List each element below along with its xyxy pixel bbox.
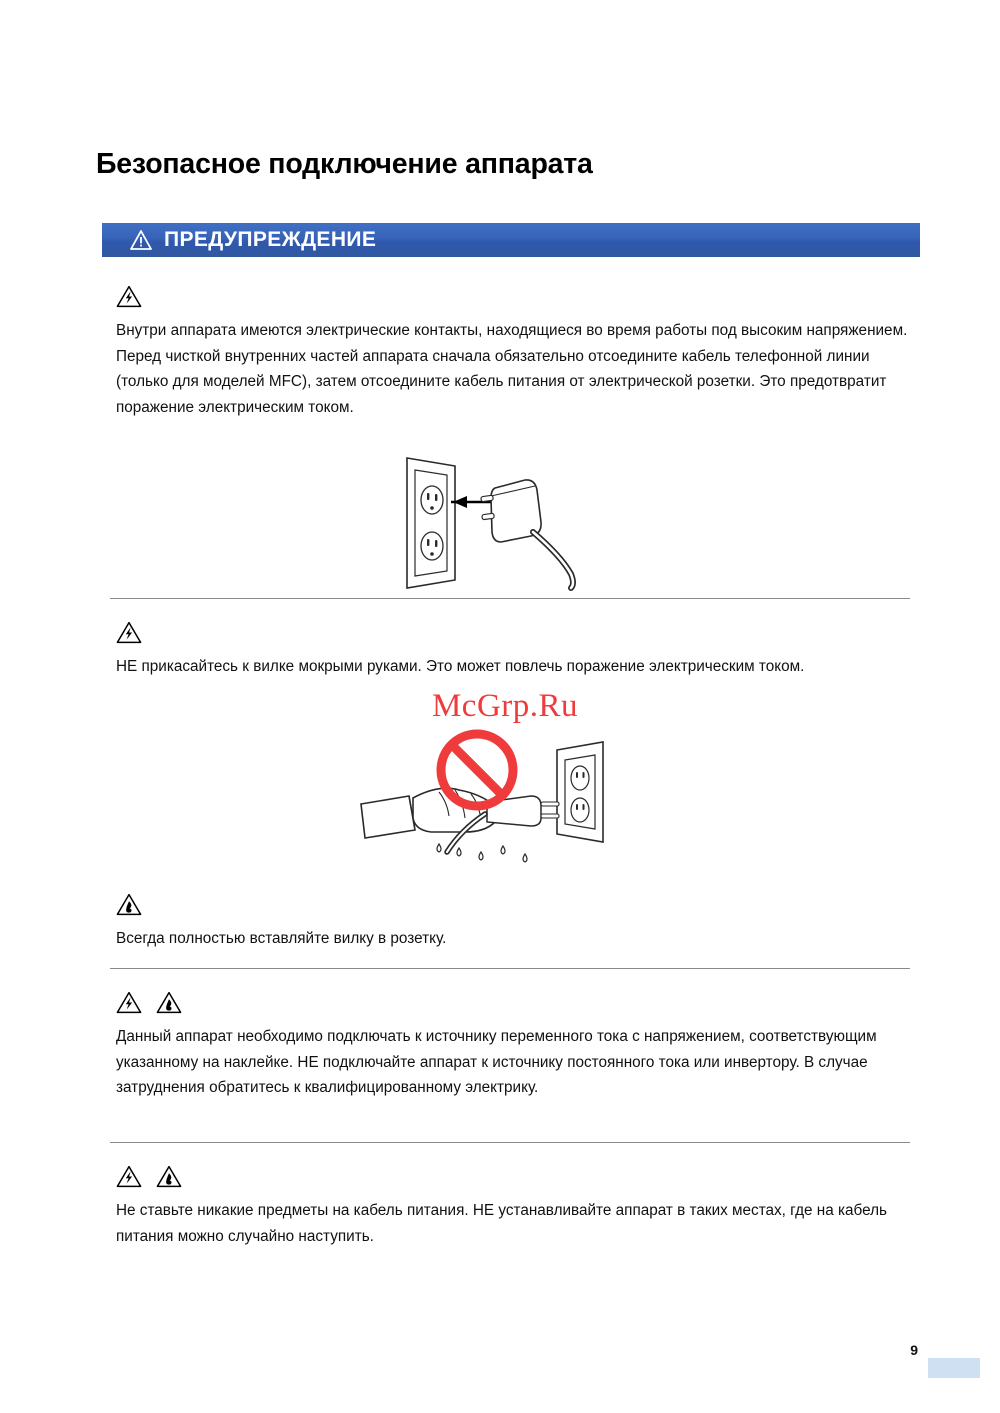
warning-banner-label: ПРЕДУПРЕЖДЕНИЕ xyxy=(164,228,377,251)
section-ac-power-source xyxy=(102,984,920,1101)
section-text: Не ставьте никакие предметы на кабель питания. НЕ устанавливайте аппарат в таких местах, где на кабель питания можно случайно наступить. xyxy=(116,1202,887,1245)
electric-shock-icon xyxy=(116,285,142,308)
section-icons xyxy=(116,1158,920,1188)
section-icons xyxy=(116,984,920,1014)
page-number: 9 xyxy=(910,1342,918,1358)
section-power-cord-objects xyxy=(102,1158,920,1249)
electric-shock-icon xyxy=(116,621,142,644)
fire-hazard-icon xyxy=(156,1165,182,1188)
electric-shock-icon xyxy=(116,991,142,1014)
section-divider xyxy=(110,598,910,599)
section-electric-shock-internal xyxy=(102,278,920,420)
section-icons xyxy=(116,278,920,308)
page-edge-tab xyxy=(928,1358,980,1378)
wet-hand-plug-prohibited-illustration xyxy=(96,726,914,876)
section-icons xyxy=(116,614,920,644)
section-icons xyxy=(116,886,920,916)
warning-banner xyxy=(102,223,920,257)
warning-triangle-icon xyxy=(130,230,152,250)
section-text: Внутри аппарата имеются электрические контакты, находящиеся во время работы под высоким напряжением. Перед чисткой внутренних частей аппарата сначала обязательно отсоедините кабель телефонной линии (только для моделей MFC), затем отсоедините кабель питания от электрической розетки. Это предотвратит поражение электрическим током. xyxy=(116,322,908,416)
section-divider xyxy=(110,968,910,969)
section-text: Данный аппарат необходимо подключать к источнику переменного тока с напряжением, соответствующим указанному на наклейке. НЕ подключайте аппарат к источнику постоянного тока или инвертору. В случае затруднения обратитесь к квалифицированному электрику. xyxy=(116,1028,877,1096)
watermark-text: McGrp.Ru xyxy=(431,688,579,724)
section-text: НЕ прикасайтесь к вилке мокрыми руками. Это может повлечь поражение электрическим током. xyxy=(116,658,805,675)
fire-hazard-icon xyxy=(156,991,182,1014)
power-plug-unplug-from-outlet-illustration xyxy=(96,452,914,592)
section-wet-hands xyxy=(102,614,920,680)
section-text: Всегда полностью вставляйте вилку в розетку. xyxy=(116,930,447,947)
section-divider xyxy=(110,1142,910,1143)
fire-hazard-icon xyxy=(116,893,142,916)
page-title: Безопасное подключение аппарата xyxy=(96,148,593,180)
page-content xyxy=(96,0,920,1413)
section-insert-plug-fully xyxy=(102,886,920,952)
electric-shock-icon xyxy=(116,1165,142,1188)
